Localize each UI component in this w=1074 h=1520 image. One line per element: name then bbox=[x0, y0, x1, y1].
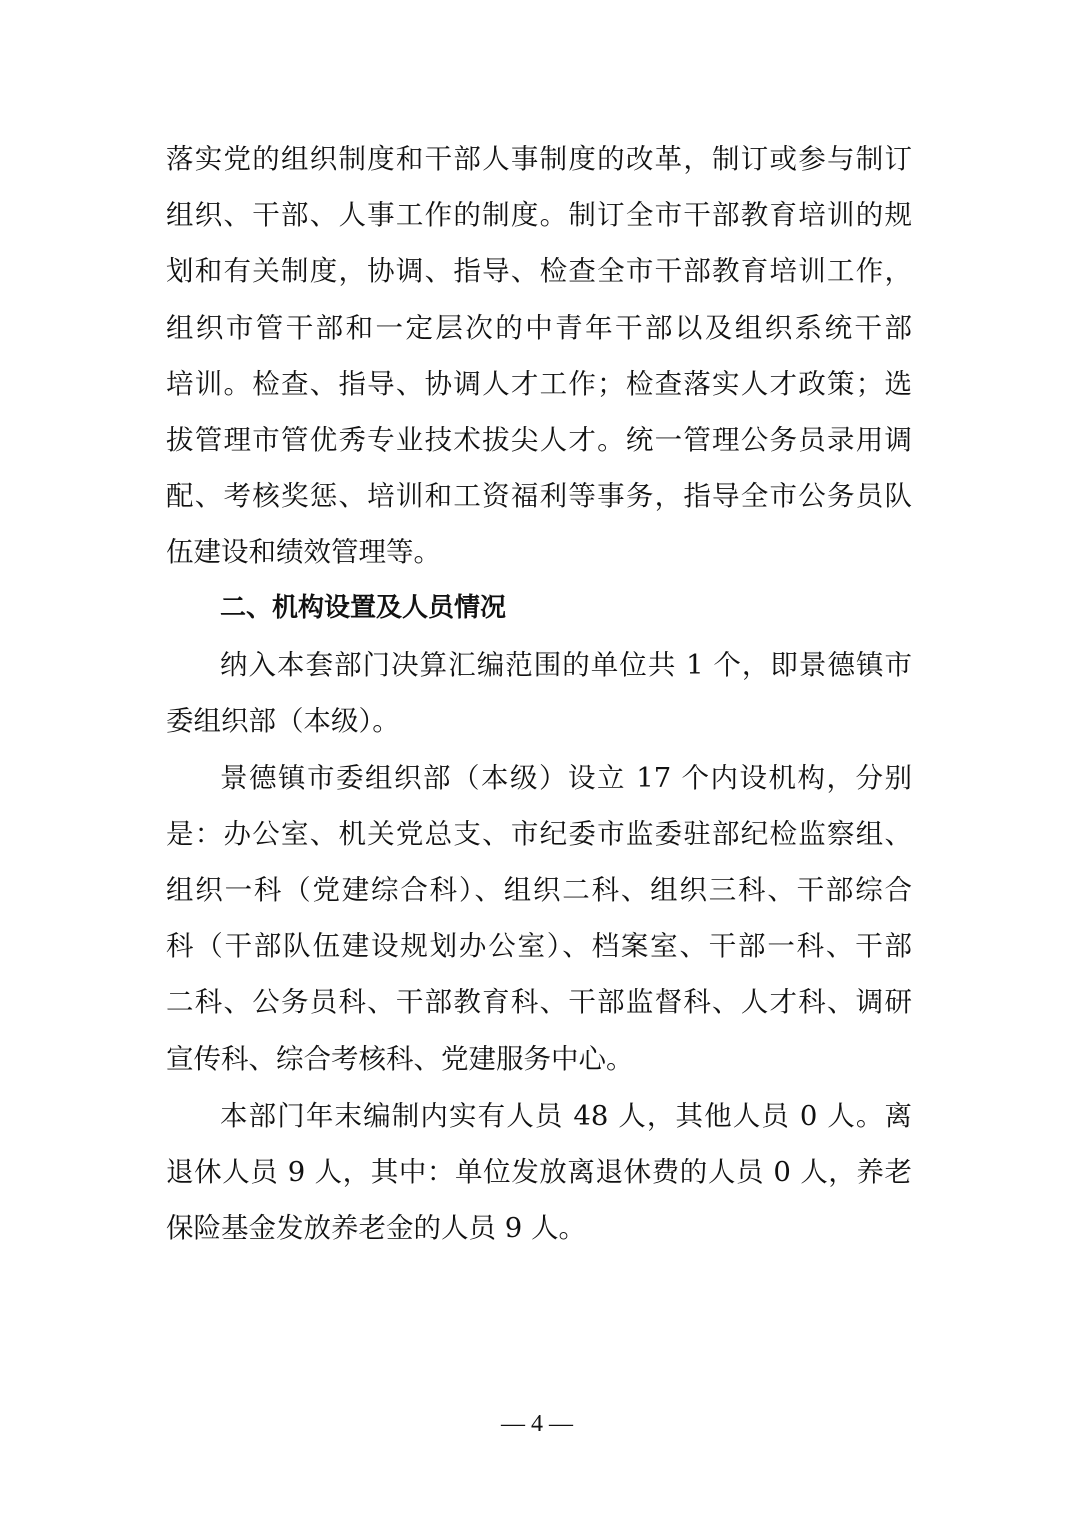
text-line: 保险基金发放养老金的人员 9 人。 bbox=[166, 1212, 586, 1244]
text-line: 组织、干部、人事工作的制度。制订全市干部教育培训的规 bbox=[166, 199, 912, 231]
text-line: 落实党的组织制度和干部人事制度的改革，制订或参与制订 bbox=[166, 143, 912, 175]
text-line: 培训。检查、指导、协调人才工作；检查落实人才政策；选 bbox=[166, 368, 912, 400]
section-heading: 二、机构设置及人员情况 bbox=[220, 593, 507, 623]
text-line: 拔管理市管优秀专业技术拔尖人才。统一管理公务员录用调 bbox=[166, 424, 912, 456]
text-line: 宣传科、综合考核科、党建服务中心。 bbox=[166, 1043, 634, 1075]
text-line: 二科、公务员科、干部教育科、干部监督科、人才科、调研 bbox=[166, 986, 912, 1018]
text-line: 组织一科（党建综合科）、组织二科、组织三科、干部综合 bbox=[166, 874, 912, 906]
text-line: 科（干部队伍建设规划办公室）、档案室、干部一科、干部 bbox=[166, 930, 912, 962]
page-number: — 4 — bbox=[501, 1411, 573, 1437]
text-line: 配、考核奖惩、培训和工资福利等事务，指导全市公务员队 bbox=[166, 480, 912, 512]
text-line: 伍建设和绩效管理等。 bbox=[166, 536, 441, 568]
text-line: 委组织部（本级）。 bbox=[166, 705, 400, 737]
text-line: 组织市管干部和一定层次的中青年干部以及组织系统干部 bbox=[166, 312, 912, 344]
text-line: 划和有关制度，协调、指导、检查全市干部教育培训工作， bbox=[166, 255, 912, 287]
text-line: 是：办公室、机关党总支、市纪委市监委驻部纪检监察组、 bbox=[166, 818, 912, 850]
text-line: 退休人员 9 人，其中：单位发放离退休费的人员 0 人，养老 bbox=[166, 1156, 912, 1188]
text-line: 景德镇市委组织部（本级）设立 17 个内设机构，分别 bbox=[220, 762, 912, 794]
text-line: 纳入本套部门决算汇编范围的单位共 1 个，即景德镇市 bbox=[220, 649, 912, 681]
text-line: 本部门年末编制内实有人员 48 人，其他人员 0 人。离 bbox=[220, 1100, 912, 1132]
